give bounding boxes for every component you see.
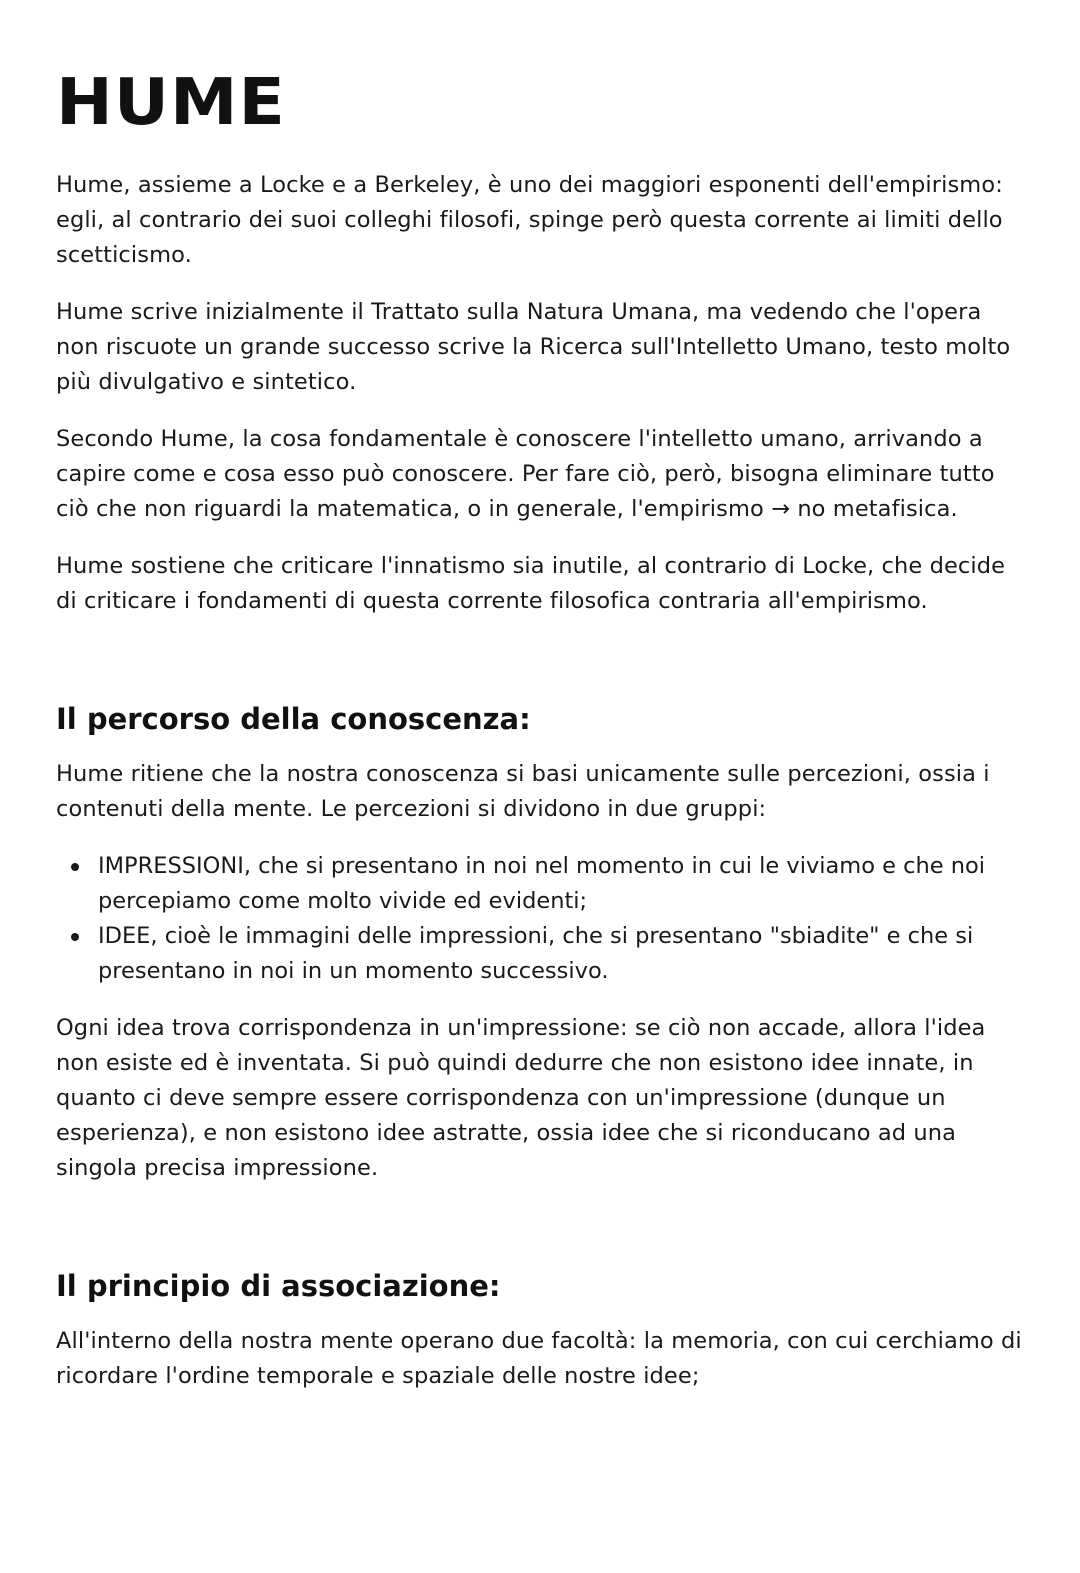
section-heading-associazione: Il principio di associazione: xyxy=(56,1269,501,1303)
list-item xyxy=(98,919,1026,989)
associazione-paragraph-1: All'interno della nostra mente operano due facoltà: la memoria, con cui cerchiamo di ricordare l'ordine temporale e spaziale delle nostre idee; xyxy=(56,1328,1022,1389)
conoscenza-paragraph-2: Ogni idea trova corrispondenza in un'impressione: se ciò non accade, allora l'idea non esiste ed è inventata. Si può quindi dedurre che non esistono idee innate, in quanto ci deve sempre essere corrispondenza con un'impressione (dunque un esperienza), e non esistono idee astratte, ossia idee che si riconducano ad una singola precisa impressione. xyxy=(56,1015,986,1181)
page-title: HUME xyxy=(56,66,286,140)
document-page xyxy=(56,64,1026,1416)
section-heading-conoscenza: Il percorso della conoscenza: xyxy=(56,702,531,736)
intro-paragraph-3: Secondo Hume, la cosa fondamentale è conoscere l'intelletto umano, arrivando a capire come e cosa esso può conoscere. Per fare ciò, però, bisogna eliminare tutto ciò che non riguardi la matematica, o in generale, l'empirismo → no metafisica. xyxy=(56,426,995,522)
intro-paragraph-2: Hume scrive inizialmente il Trattato sulla Natura Umana, ma vedendo che l'opera non riscuote un grande successo scrive la Ricerca sull'Intelletto Umano, testo molto più divulgativo e sintetico. xyxy=(56,299,1011,395)
list-item xyxy=(98,849,1026,919)
conoscenza-paragraph-1: Hume ritiene che la nostra conoscenza si basi unicamente sulle percezioni, ossia i contenuti della mente. Le percezioni si dividono in due gruppi: xyxy=(56,761,990,822)
intro-paragraph-1: Hume, assieme a Locke e a Berkeley, è uno dei maggiori esponenti dell'empirismo: egli, al contrario dei suoi colleghi filosofi, spinge però questa corrente ai limiti dello scetticismo. xyxy=(56,172,1003,268)
intro-paragraph-4: Hume sostiene che criticare l'innatismo sia inutile, al contrario di Locke, che decide di criticare i fondamenti di questa corrente filosofica contraria all'empirismo. xyxy=(56,553,1006,614)
bullet-icon xyxy=(71,933,79,941)
bullet-icon xyxy=(71,863,79,871)
list-item-text: IMPRESSIONI, che si presentano in noi nel momento in cui le viviamo e che noi percepiamo come molto vivide ed evidenti; xyxy=(98,853,986,914)
percezioni-list xyxy=(56,849,1026,989)
list-item-text: IDEE, cioè le immagini delle impressioni, che si presentano "sbiadite" e che si presentano in noi in un momento successivo. xyxy=(98,923,974,984)
